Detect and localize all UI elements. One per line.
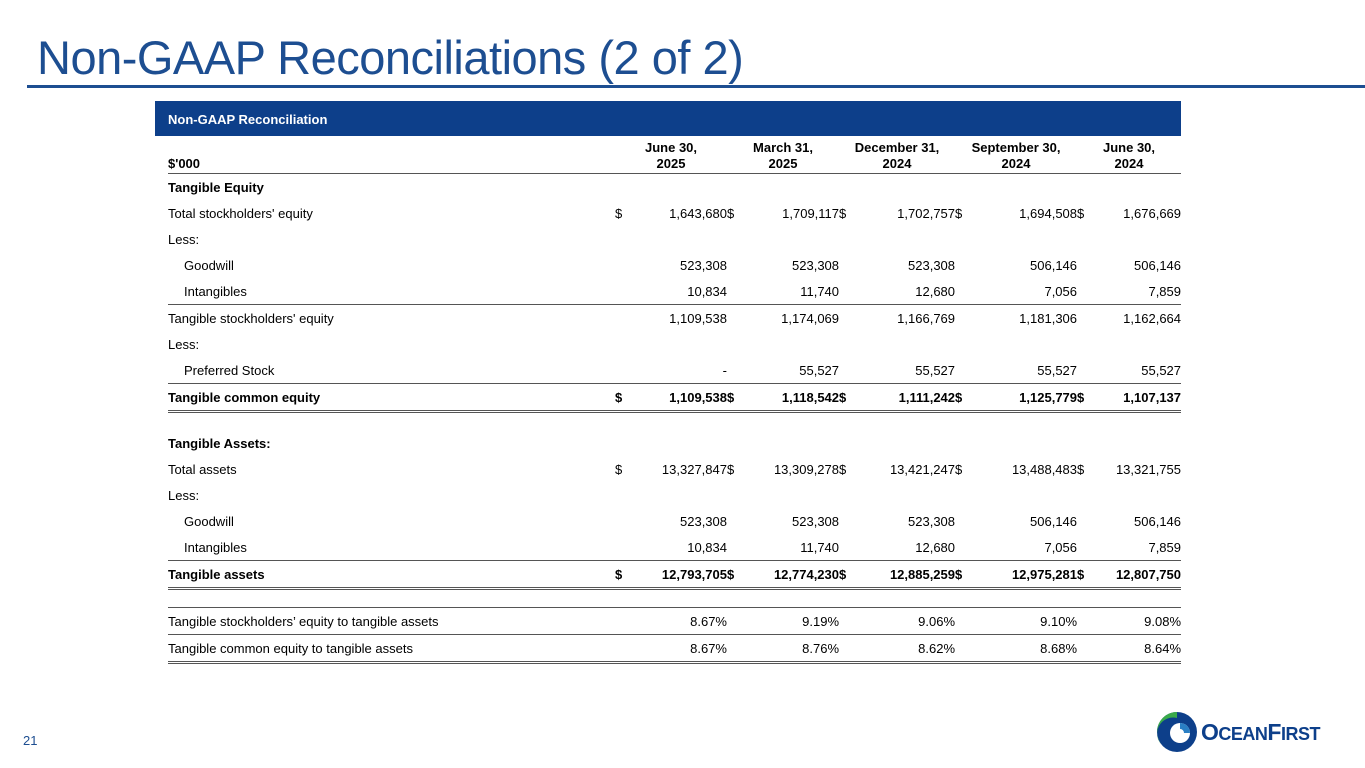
cell-value [742,331,839,357]
currency-sign: $ [955,461,963,477]
row-label: Tangible Assets: [168,435,271,451]
cell-value: 1,118,542 [742,384,839,412]
currency-sign [1077,305,1092,332]
currency-sign [839,482,854,508]
cell-value: 55,527 [970,357,1077,384]
cell-value [970,226,1077,252]
cell-value: 8.68% [970,635,1077,663]
cell-value [854,226,955,252]
currency-sign [1077,482,1092,508]
table-row [168,331,1181,357]
cell-value [630,589,727,608]
cell-value: 7,056 [970,534,1077,561]
table-row [168,384,1181,412]
currency-sign [955,482,970,508]
cell-value [854,482,955,508]
currency-sign [727,608,742,635]
table-row [168,174,1181,201]
cell-value: 13,421,247 [889,461,956,477]
cell-value: 12,807,750 [1092,561,1181,589]
row-label: Tangible common equity to tangible assets [168,635,615,663]
currency-sign: $ [955,561,970,589]
currency-sign [1077,508,1092,534]
cell-value [630,174,727,201]
currency-sign [1077,174,1092,201]
currency-sign [839,534,854,561]
row-label: Preferred Stock [168,357,615,384]
currency-sign [615,635,630,663]
currency-sign [955,608,970,635]
cell-value: 12,680 [854,534,955,561]
currency-sign [1077,589,1092,608]
cell-value [970,430,1077,456]
currency-sign [727,174,742,201]
cell-value: 506,146 [1030,513,1078,529]
cell-value: 55,527 [854,357,955,384]
cell-value: 1,181,306 [1019,310,1078,326]
cell-value: 523,308 [908,513,956,529]
cell-value [742,482,839,508]
cell-value [854,412,955,431]
cell-value: 8.64% [1092,635,1181,663]
currency-sign [955,252,970,278]
currency-sign: $ [1077,461,1085,477]
cell-value: 506,146 [1134,257,1182,273]
cell-value [742,589,839,608]
currency-sign [727,508,742,534]
table-row [168,226,1181,252]
cell-value [970,412,1077,431]
currency-sign [955,278,970,305]
currency-sign [615,278,630,305]
cell-value: 13,488,483 [1011,461,1078,477]
table-row [168,508,1181,534]
currency-sign [955,635,970,663]
cell-value: - [630,357,727,384]
column-header: June 30, 2024 [1077,137,1181,174]
table-header-bar: Non-GAAP Reconciliation [155,101,1181,136]
column-header: December 31, 2024 [839,137,955,174]
cell-value [854,174,955,201]
table-row [168,482,1181,508]
cell-value: 7,859 [1092,278,1181,305]
row-label: Tangible stockholders' equity [168,310,334,326]
currency-sign [615,589,630,608]
column-header: June 30, 2025 [615,137,727,174]
currency-sign: $ [1077,561,1092,589]
currency-sign [615,608,630,635]
currency-sign: $ [955,384,970,412]
cell-value: 1,162,664 [1123,310,1182,326]
cell-value [630,331,727,357]
currency-sign: $ [955,205,963,221]
currency-sign [727,412,742,431]
cell-value [630,412,727,431]
cell-value: 523,308 [680,513,727,529]
row-label: Intangibles [168,278,615,305]
currency-sign: $ [1077,205,1085,221]
table-row [168,608,1181,635]
cell-value: 1,125,779 [970,384,1077,412]
cell-value: 55,527 [1092,357,1181,384]
cell-value [742,226,839,252]
currency-sign [1077,331,1092,357]
currency-sign [727,534,742,561]
cell-value [630,482,727,508]
currency-sign [839,174,854,201]
currency-sign [615,331,630,357]
cell-value [854,430,955,456]
cell-value [854,331,955,357]
unit-label: $'000 [168,137,615,174]
table-row [168,589,1181,608]
row-label: Goodwill [184,513,234,529]
cell-value: 12,975,281 [970,561,1077,589]
cell-value [630,430,727,456]
cell-value [854,589,955,608]
cell-value [970,331,1077,357]
cell-value: 12,680 [854,278,955,305]
currency-sign: $ [727,561,742,589]
cell-value: 12,793,705 [630,561,727,589]
currency-sign: $ [1077,384,1092,412]
row-label: Tangible assets [168,561,615,589]
cell-value: 8.67% [630,635,727,663]
cell-value: 1,709,117 [782,205,840,221]
table-row [168,357,1181,384]
cell-value: 13,321,755 [1115,461,1182,477]
currency-sign [1077,278,1092,305]
cell-value: 55,527 [742,357,839,384]
currency-sign [727,635,742,663]
table-row [168,412,1181,431]
currency-sign [1077,635,1092,663]
cell-value [1092,589,1181,608]
table-row [168,430,1181,456]
cell-value: 506,146 [1134,513,1182,529]
currency-sign [839,252,854,278]
currency-sign [839,305,854,332]
currency-sign [955,305,970,332]
cell-value: 9.06% [854,608,955,635]
cell-value [970,589,1077,608]
cell-value: 9.19% [742,608,839,635]
cell-value: 10,834 [630,534,727,561]
cell-value: 523,308 [680,257,727,273]
table-row [168,305,1181,332]
cell-value: 1,109,538 [669,310,727,326]
currency-sign: $ [727,205,735,221]
currency-sign [839,278,854,305]
cell-value: 13,309,278 [773,461,840,477]
cell-value: 523,308 [908,257,956,273]
currency-sign [727,305,742,332]
cell-value: 13,327,847 [661,461,727,477]
currency-sign [955,174,970,201]
currency-sign [955,534,970,561]
currency-sign: $ [615,461,623,477]
cell-value [742,174,839,201]
currency-sign [615,508,630,534]
currency-sign [839,589,854,608]
cell-value: 1,702,757 [897,205,956,221]
currency-sign [839,412,854,431]
currency-sign [615,305,630,332]
logo-mark-icon [1157,712,1197,752]
cell-value: 9.10% [970,608,1077,635]
cell-value: 9.08% [1092,608,1181,635]
currency-sign [727,252,742,278]
currency-sign: $ [839,205,847,221]
currency-sign [839,357,854,384]
currency-sign [1077,534,1092,561]
currency-sign [615,252,630,278]
cell-value: 7,859 [1092,534,1181,561]
currency-sign: $ [839,461,847,477]
currency-sign [615,226,630,252]
currency-sign: $ [615,384,630,412]
row-label: Total stockholders' equity [168,205,313,221]
row-label: Less: [168,231,200,247]
currency-sign [615,534,630,561]
cell-value [1092,226,1181,252]
cell-value [970,174,1077,201]
currency-sign [727,278,742,305]
column-header: March 31, 2025 [727,137,839,174]
currency-sign: $ [615,561,630,589]
cell-value: 11,740 [742,278,839,305]
currency-sign [727,482,742,508]
cell-value: 8.62% [854,635,955,663]
currency-sign [1077,357,1092,384]
currency-sign [839,608,854,635]
cell-value: 12,885,259 [854,561,955,589]
cell-value: 1,107,137 [1092,384,1181,412]
title-divider [27,85,1365,88]
table-row [168,456,1181,482]
currency-sign [839,430,854,456]
cell-value: 10,834 [630,278,727,305]
cell-value [1092,482,1181,508]
cell-value: 1,109,538 [630,384,727,412]
table-row [168,561,1181,589]
table-row [168,200,1181,226]
row-label [168,412,615,431]
column-header: September 30, 2024 [955,137,1077,174]
cell-value: 11,740 [742,534,839,561]
cell-value: 8.76% [742,635,839,663]
cell-value: 523,308 [792,513,840,529]
currency-sign [727,589,742,608]
currency-sign [615,174,630,201]
cell-value: 1,166,769 [897,310,956,326]
cell-value [1092,412,1181,431]
column-header-row [168,137,1181,174]
cell-value [742,412,839,431]
cell-value: 12,774,230 [742,561,839,589]
cell-value [1092,174,1181,201]
currency-sign [615,430,630,456]
currency-sign [955,226,970,252]
page-title: Non-GAAP Reconciliations (2 of 2) [37,31,744,84]
currency-sign [1077,608,1092,635]
currency-sign [1077,430,1092,456]
currency-sign: $ [615,205,623,221]
logo-wordmark: OCEANFIRST [1201,719,1320,745]
table-row [168,534,1181,561]
currency-sign: $ [727,384,742,412]
reconciliation-table [168,137,1181,664]
cell-value: 523,308 [792,257,840,273]
cell-value [630,226,727,252]
currency-sign [839,331,854,357]
currency-sign [727,226,742,252]
table-row [168,635,1181,663]
cell-value: 506,146 [1030,257,1078,273]
cell-value [1092,331,1181,357]
currency-sign [615,357,630,384]
currency-sign [955,508,970,534]
currency-sign [615,482,630,508]
currency-sign [615,412,630,431]
cell-value: 1,676,669 [1123,205,1182,221]
cell-value: 1,174,069 [781,310,840,326]
currency-sign [955,331,970,357]
currency-sign [1077,252,1092,278]
currency-sign [839,226,854,252]
currency-sign [955,357,970,384]
row-label: Tangible stockholders’ equity to tangible assets [168,608,615,635]
table-row [168,278,1181,305]
cell-value [742,430,839,456]
row-label [168,589,615,608]
page-number: 21 [23,733,38,748]
cell-value [970,482,1077,508]
row-label: Less: [168,336,200,352]
cell-value: 1,111,242 [854,384,955,412]
currency-sign [839,635,854,663]
currency-sign: $ [839,561,854,589]
row-label: Goodwill [184,257,234,273]
currency-sign [839,508,854,534]
row-label: Intangibles [168,534,615,561]
cell-value: 7,056 [970,278,1077,305]
currency-sign [727,430,742,456]
currency-sign [955,412,970,431]
cell-value: 8.67% [630,608,727,635]
row-label: Total assets [168,461,237,477]
currency-sign [1077,412,1092,431]
currency-sign [955,589,970,608]
row-label: Tangible Equity [168,179,264,195]
currency-sign [727,357,742,384]
currency-sign [1077,226,1092,252]
table-row [168,252,1181,278]
currency-sign: $ [727,461,735,477]
cell-value: 1,643,680 [669,205,727,221]
cell-value: 1,694,508 [1019,205,1078,221]
row-label: Less: [168,487,200,503]
row-label: Tangible common equity [168,384,615,412]
currency-sign [955,430,970,456]
cell-value [1092,430,1181,456]
currency-sign [727,331,742,357]
currency-sign: $ [839,384,854,412]
